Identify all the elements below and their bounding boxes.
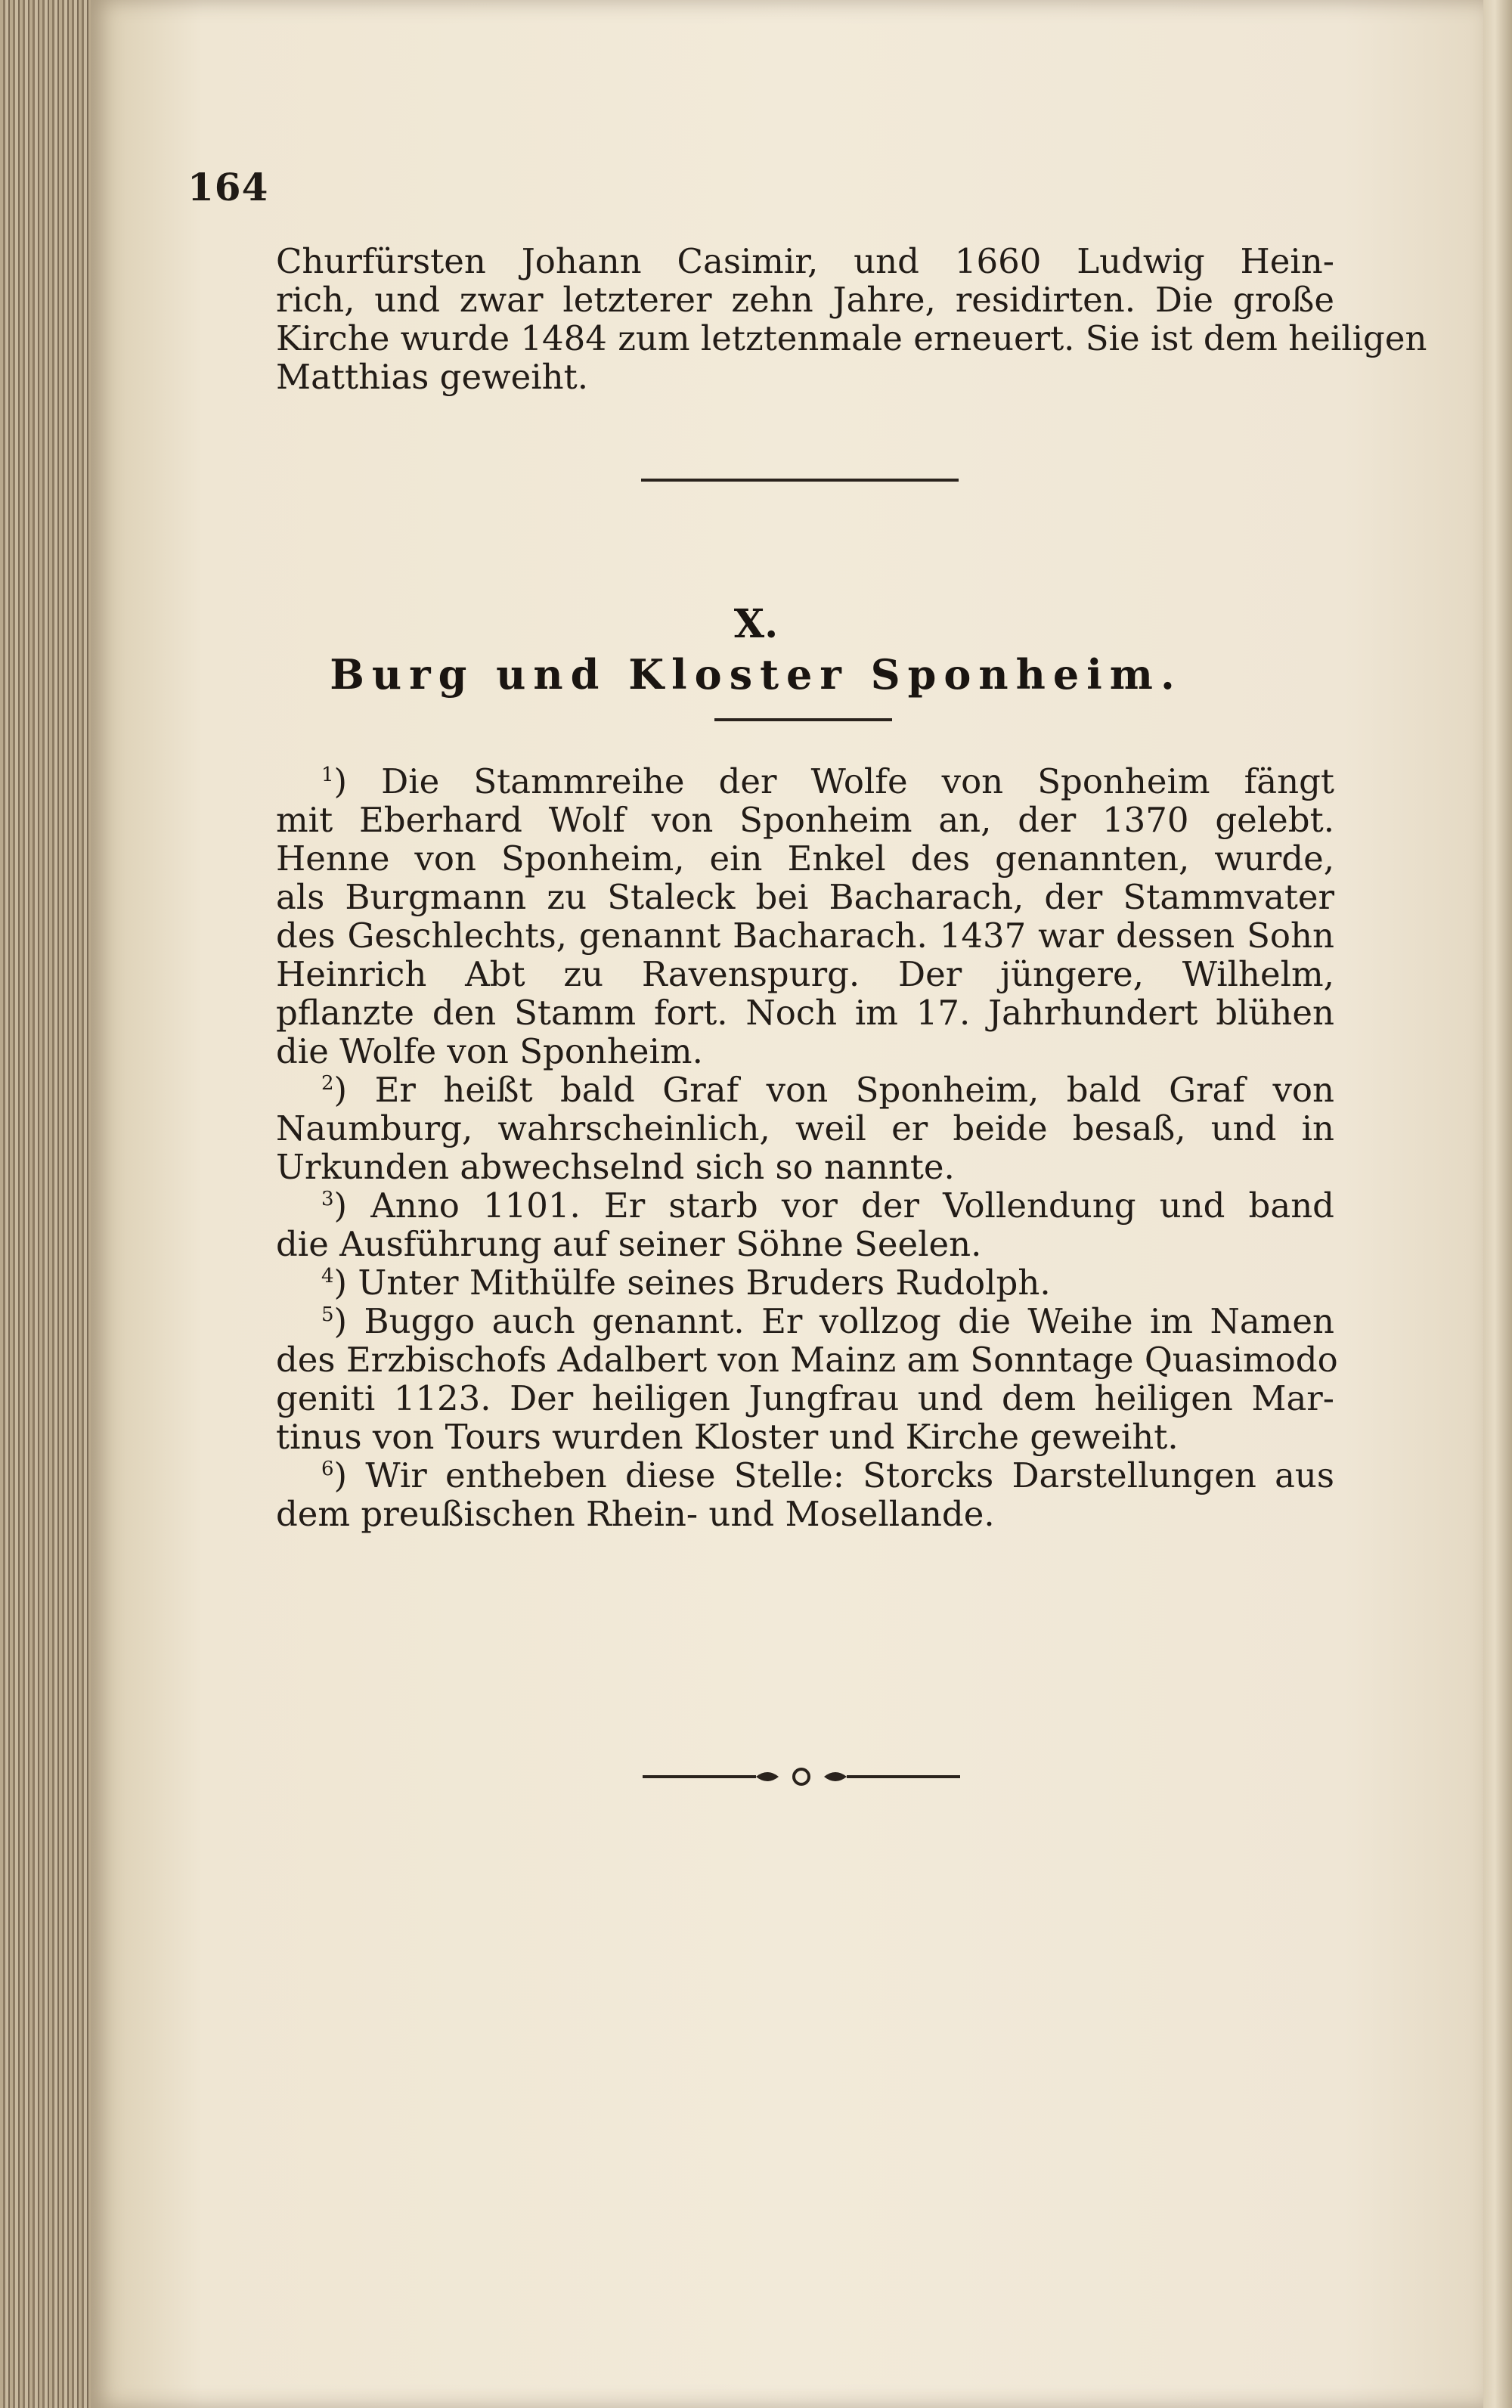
footnote-marker: 3 <box>321 1188 334 1210</box>
top-paragraph <box>276 241 1427 397</box>
text-line: Kirche wurde 1484 zum letztenmale erneuert. Sie ist dem heiligen <box>276 318 1427 358</box>
footnote-line: $^6$) Wir entheben diese Stelle: Storcks Darstellungen aus <box>321 1455 1334 1495</box>
footnote-line: Henne von Sponheim, ein Enkel des genannten, wurde, <box>276 838 1334 879</box>
footnote-line: Heinrich Abt zu Ravenspurg. Der jüngere, Wilhelm, <box>276 954 1334 994</box>
footnote-line: geniti 1123. Der heiligen Jungfrau und dem heiligen Mar- <box>276 1378 1334 1418</box>
footnote-marker: 4 <box>321 1265 334 1288</box>
footnote-line: mit Eberhard Wolf von Sponheim an, der 1370 gelebt. <box>276 800 1334 840</box>
right-page-edge <box>1483 0 1512 2408</box>
text-line: Matthias geweiht. <box>276 357 589 397</box>
footnote-line: tinus von Tours wurden Kloster und Kirche geweiht. <box>276 1417 1179 1457</box>
footnote-line: pflanzte den Stamm fort. Noch im 17. Jahrhundert blühen <box>276 993 1334 1033</box>
footnote-line: $^2$) Er heißt bald Graf von Sponheim, bald Graf von <box>321 1070 1334 1110</box>
footnote-marker: 2 <box>321 1072 334 1095</box>
separator-rule <box>641 479 959 482</box>
page-number: 164 <box>187 165 269 209</box>
footnote-line: Urkunden abwechselnd sich so nannte. <box>276 1147 955 1187</box>
text-line: Churfürsten Johann Casimir, und 1660 Ludwig Hein- <box>276 241 1334 281</box>
footnotes <box>276 761 1338 1534</box>
footnote-line: die Wolfe von Sponheim. <box>276 1031 703 1071</box>
footnote-line: dem preußischen Rhein- und Mosellande. <box>276 1494 995 1534</box>
section-number: X. <box>733 601 779 647</box>
footnote-line: $^5$) Buggo auch genannt. Er vollzog die Weihe im Namen <box>321 1301 1334 1341</box>
footnote-line: des Erzbischofs Adalbert von Mainz am Sonntage Quasimodo <box>276 1340 1338 1380</box>
footnote-line: Naumburg, wahrscheinlich, weil er beide besaß, und in <box>276 1108 1334 1148</box>
footnote-line: $^3$) Anno 1101. Er starb vor der Vollendung und band <box>321 1185 1334 1226</box>
title-underline-rule <box>714 718 892 721</box>
footnote-marker: 5 <box>321 1303 334 1326</box>
footnote-line: als Burgmann zu Staleck bei Bacharach, der Stammvater <box>276 877 1334 917</box>
end-ornament <box>643 1765 960 1788</box>
footnote-marker: 6 <box>321 1458 334 1480</box>
footnote-line: des Geschlechts, genannt Bacharach. 1437 war dessen Sohn <box>276 916 1334 956</box>
footnote-line: $^1$) Die Stammreihe der Wolfe von Sponheim fängt <box>321 761 1334 801</box>
text-line: rich, und zwar letzterer zehn Jahre, residirten. Die große <box>276 280 1334 320</box>
page-stack-edge <box>0 0 91 2408</box>
section-title: Burg und Kloster Sponheim. <box>330 650 1182 699</box>
footnote-line: die Ausführung auf seiner Söhne Seelen. <box>276 1224 982 1264</box>
footnote-line: $^4$) Unter Mithülfe seines Bruders Rudolph. <box>321 1263 1051 1303</box>
footnote-marker: 1 <box>321 764 334 786</box>
